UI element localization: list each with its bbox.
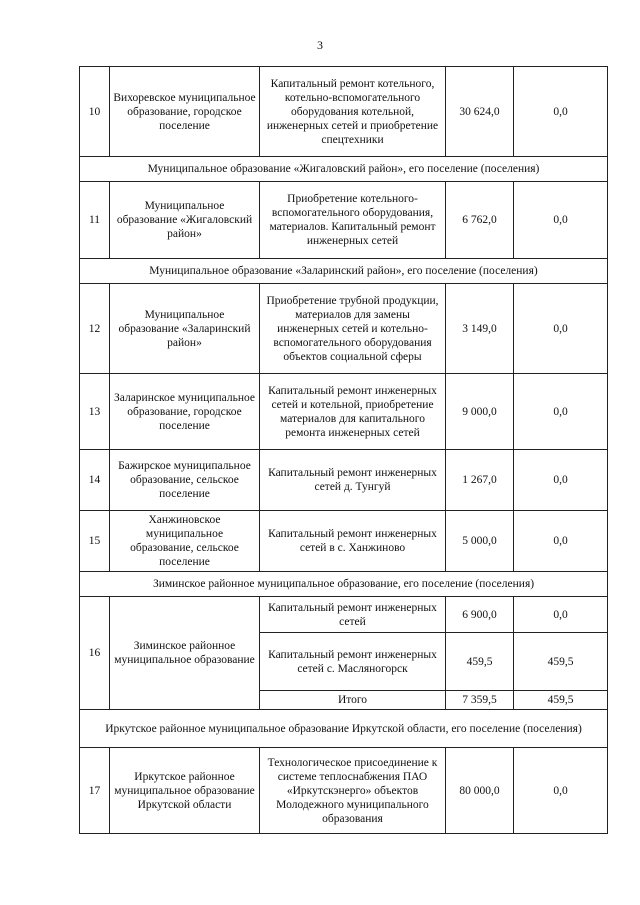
total-amount: 7 359,5: [446, 691, 514, 710]
municipality-name: Муниципальное образование «Жигаловский район»: [110, 182, 260, 259]
subsidy-table: [79, 66, 608, 834]
amount-value: 80 000,0: [446, 748, 514, 834]
amount-value: 459,5: [446, 633, 514, 691]
purpose-text: Капитальный ремонт инженерных сетей и котельной, приобретение материалов для капитального ремонта инженерных сетей: [260, 374, 446, 450]
purpose-text: Капитальный ремонт котельного, котельно-вспомогательного оборудования котельной, инженерных сетей и приобретение спецтехники: [260, 67, 446, 157]
section-title: Зиминское районное муниципальное образование, его поселение (поселения): [80, 572, 608, 597]
section-title: Муниципальное образование «Заларинский район», его поселение (поселения): [80, 259, 608, 284]
section-row: [80, 259, 608, 284]
amount-value: 30 624,0: [446, 67, 514, 157]
amount2-value: 0,0: [514, 450, 608, 511]
amount2-value: 0,0: [514, 182, 608, 259]
amount-value: 6 900,0: [446, 597, 514, 633]
row-number: 11: [80, 182, 110, 259]
municipality-name: Заларинское муниципальное образование, городское поселение: [110, 374, 260, 450]
purpose-text: Приобретение котельного-вспомогательного оборудования, материалов. Капитальный ремонт инженерных сетей: [260, 182, 446, 259]
table-row: [80, 511, 608, 572]
amount-value: 6 762,0: [446, 182, 514, 259]
amount2-value: 459,5: [514, 633, 608, 691]
purpose-text: Приобретение трубной продукции, материалов для замены инженерных сетей и котельно-вспомогательного оборудования объектов социальной сферы: [260, 284, 446, 374]
municipality-name: Иркутское районное муниципальное образование Иркутской области: [110, 748, 260, 834]
row-number: 13: [80, 374, 110, 450]
amount-value: 5 000,0: [446, 511, 514, 572]
table-row: [80, 284, 608, 374]
row-number: 15: [80, 511, 110, 572]
table-row: [80, 597, 608, 633]
amount2-value: 0,0: [514, 374, 608, 450]
table-row: [80, 182, 608, 259]
table-row: [80, 374, 608, 450]
row-number: 16: [80, 597, 110, 710]
municipality-name: Ханжиновское муниципальное образование, сельское поселение: [110, 511, 260, 572]
municipality-name: Бажирское муниципальное образование, сельское поселение: [110, 450, 260, 511]
purpose-text: Технологическое присоединение к системе теплоснабжения ПАО «Иркутскэнерго» объектов Молодежного муниципального образования: [260, 748, 446, 834]
amount2-value: 0,0: [514, 511, 608, 572]
row-number: 14: [80, 450, 110, 511]
section-title: Иркутское районное муниципальное образование Иркутской области, его поселение (поселения): [80, 710, 608, 748]
page-number: 3: [317, 38, 323, 52]
row-number: 10: [80, 67, 110, 157]
purpose-text: Капитальный ремонт инженерных сетей д. Тунгуй: [260, 450, 446, 511]
table-row: [80, 67, 608, 157]
section-row: [80, 157, 608, 182]
section-row: [80, 710, 608, 748]
total-label: Итого: [260, 691, 446, 710]
table-row: [80, 450, 608, 511]
purpose-text: Капитальный ремонт инженерных сетей в с. Ханжиново: [260, 511, 446, 572]
amount2-value: 0,0: [514, 67, 608, 157]
purpose-text: Капитальный ремонт инженерных сетей: [260, 597, 446, 633]
municipality-name: Муниципальное образование «Заларинский район»: [110, 284, 260, 374]
amount-value: 3 149,0: [446, 284, 514, 374]
amount2-value: 0,0: [514, 597, 608, 633]
total-amount2: 459,5: [514, 691, 608, 710]
table-row: [80, 748, 608, 834]
amount-value: 9 000,0: [446, 374, 514, 450]
amount-value: 1 267,0: [446, 450, 514, 511]
amount2-value: 0,0: [514, 748, 608, 834]
section-title: Муниципальное образование «Жигаловский район», его поселение (поселения): [80, 157, 608, 182]
section-row: [80, 572, 608, 597]
row-number: 12: [80, 284, 110, 374]
amount2-value: 0,0: [514, 284, 608, 374]
municipality-name: Вихоревское муниципальное образование, городское поселение: [110, 67, 260, 157]
row-number: 17: [80, 748, 110, 834]
municipality-name: Зиминское районное муниципальное образование: [110, 597, 260, 710]
purpose-text: Капитальный ремонт инженерных сетей с. Масляногорск: [260, 633, 446, 691]
